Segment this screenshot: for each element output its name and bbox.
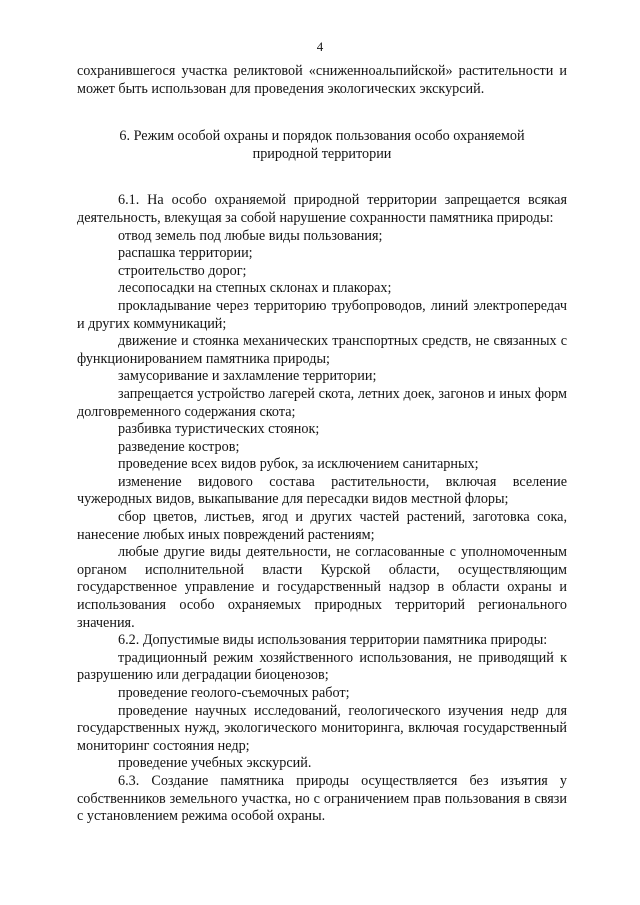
clause-6-1-item: строительство дорог; — [118, 262, 247, 279]
clause-6-1-item: замусоривание и захламление территории; — [118, 368, 377, 385]
clause-6-1-item: отвод земель под любые виды пользования; — [118, 227, 383, 244]
intro-paragraph: сохранившегося участка реликтовой «сниженноальпийской» растительности и может быть использован для проведения экологических экскурсий. — [77, 63, 567, 97]
clause-6-1-intro: 6.1. На особо охраняемой природной территории запрещается всякая деятельность, влекущая за собой нарушение сохранности памятника природы: — [77, 192, 567, 226]
clause-6-2-item: традиционный режим хозяйственного использования, не приводящий к разрушению или деградации биоценозов; — [77, 649, 567, 684]
clause-6-1-item: изменение видового состава растительности, включая вселение чужеродных видов, выкапывание для пересадки видов местной флоры; — [77, 473, 567, 508]
clause-6-1-item: запрещается устройство лагерей скота, летних доек, загонов и иных форм долговременного содержания скота; — [77, 385, 567, 420]
clause-6-1-item: движение и стоянка механических транспортных средств, не связанных с функционированием памятника природы; — [77, 333, 567, 367]
clause-6-1-item: распашка территории; — [118, 245, 253, 262]
clause-6-2-intro: 6.2. Допустимые виды использования территории памятника природы: — [118, 632, 548, 649]
clause-6-1-item: любые другие виды деятельности, не согласованные с уполномоченным органом исполнительной власти Курской области, осуществляющим государственное управление и государственный надзор в области охраны и использования особо охраняемых природных территорий регионального значения. — [77, 544, 567, 631]
section-heading — [77, 128, 567, 163]
clause-6-1-item: лесопосадки на степных склонах и плакорах; — [118, 280, 392, 297]
document-body — [77, 63, 567, 826]
clause-6-1-item: разбивка туристических стоянок; — [118, 421, 320, 438]
clause-6-1-item: проведение всех видов рубок, за исключением санитарных; — [118, 456, 479, 473]
page-number: 4 — [316, 39, 324, 54]
clause-6-2-item: проведение геолого-съемочных работ; — [118, 685, 350, 701]
section-title-line-2: природной территории — [252, 145, 392, 162]
clause-6-2-item: проведение учебных экскурсий. — [118, 755, 312, 772]
clause-6-1-item: сбор цветов, листьев, ягод и других частей растений, заготовка сока, нанесение любых иных повреждений растениям; — [77, 509, 567, 543]
clause-6-3-paragraph: 6.3. Создание памятника природы осуществляется без изъятия у собственников земельного участка, но с ограничением прав пользования в связи с установлением режима особой охраны. — [77, 772, 567, 825]
clause-6-1-item: разведение костров; — [118, 438, 240, 455]
clause-6-2-item: проведение научных исследований, геологического изучения недр для государственных нужд, экологического мониторинга, включая государственный мониторинг состояния недр; — [77, 702, 567, 754]
clause-6-1-item: прокладывание через территорию трубопроводов, линий электропередач и других коммуникаций; — [77, 297, 567, 332]
section-title-line-1: 6. Режим особой охраны и порядок пользования особо охраняемой — [119, 128, 525, 145]
